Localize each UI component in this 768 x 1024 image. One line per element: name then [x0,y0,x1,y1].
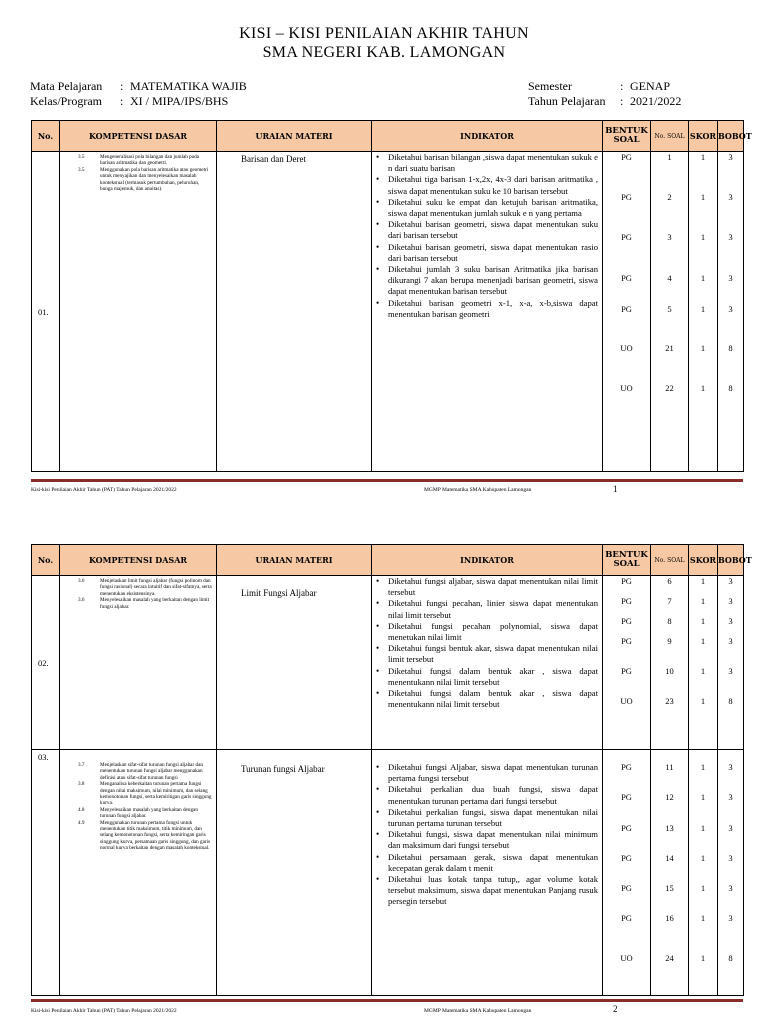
bentuk-value: PG [621,576,632,586]
footer-center-text: MGMP Matematika SMA Kabupaten Lamongan [424,1008,532,1014]
bentuk-value: PG [621,883,632,893]
indikator-cell [372,152,603,472]
bentuk-value: UO [620,696,633,706]
indikator-item: • Diketahui luas kotak tanpa tutup,, agar volume kotak tersebut maksimum, siswa dapat menentukan Panjang rusuk persegin tersebut [388,874,598,908]
skor-value: 1 [700,762,706,772]
kd-number: 3.7 [78,762,85,768]
materi-text: Turunan fungsi Aljabar [241,764,325,774]
col-header-kd: KOMPETENSI DASAR [60,121,217,152]
kd-text: Menggunakan turunan pertama fungsi untuk menentukan titik maksimum, titik minimum, dan selang kemonotonan fungsi, serta kemiringan garis singgung kurva, persamaan garis singgung, dan garis normal kurva berkaitan dengan masalah kontekstual. [100,819,211,852]
kd-text: Menggunakan pola barisan aritmatika atau geometri untuk menyajikan dan menyelesaikan masalah kontekstual (termasuk pertumbuhan, peluruhan, bunga majemuk, dan anuitas). [100,166,209,193]
kd-item [78,820,212,852]
indikator-item: • Diketahui tiga barisan 1-x,2x, 4x-3 dari barisan aritmatika , siswa dapat menentukan suku ke 10 barisan tersebut [388,174,598,196]
nosoal-value: 22 [665,383,674,393]
indikator-item: • Diketahui suku ke empat dan ketujuh barisan aritmatika, siswa dapat menentukan jumlah sukuk e n yang pertama [388,197,598,219]
kd-number: 4.8 [78,806,85,813]
bobot-value: 3 [728,666,733,676]
nosoal-cell [651,576,689,750]
kd-item [78,762,212,781]
kd-text: Menyelesaikan masalah yang berkaitan dengan turunan fungsi aljabar. [100,806,198,820]
footer-divider [31,999,743,1002]
nosoal-value: 13 [665,823,674,833]
page-number: 1 [613,484,618,494]
footer-center-text: MGMP Matematika SMA Kabupaten Lamongan [424,487,532,493]
nosoal-value: 16 [665,913,674,923]
bobot-value: 3 [728,792,733,802]
row-no: 03. [32,750,60,996]
footer-left-text: Kisi-kisi Penilaian Akhir Tahun (PAT) Tahun Pelajaran 2021/2022 [31,1008,177,1014]
bentuk-cell [603,576,651,750]
bentuk-value: PG [621,192,632,202]
indikator-item: • Diketahui fungsi, siswa dapat menentukan nilai minimum dan maksimum dari fungsi tersebut [388,829,598,851]
mapel-label: Mata Pelajaran [30,79,103,93]
bentuk-value: PG [621,762,632,772]
bobot-cell [718,576,744,750]
skor-value: 1 [700,343,706,353]
document-page-1 [0,0,768,500]
indikator-item: • Diketahui fungsi aljabar, siswa dapat menentukan nilai limit tersebut [388,576,598,598]
bentuk-value: UO [620,383,633,393]
materi-text: Limit Fungsi Aljabar [241,588,317,598]
bentuk-value: PG [621,666,632,676]
bentuk-value: UO [620,953,633,963]
indikator-item: • Diketahui barisan geometri, siswa dapat menentukan suku dari barisan tersebut [388,219,598,241]
materi-cell [217,576,372,750]
semester-value: GENAP [630,79,671,93]
indikator-list [372,152,602,320]
skor-value: 1 [700,152,706,162]
skor-value: 1 [700,913,706,923]
indikator-item: • Diketahui barisan geometri x-1, x-a, x-b,siswa dapat menentukan barisan geometri [388,298,598,320]
skor-value: 1 [700,853,706,863]
skor-value: 1 [700,304,706,314]
skor-value: 1 [700,273,706,283]
nosoal-value: 24 [665,953,674,963]
bobot-value: 3 [728,636,733,646]
nosoal-value: 8 [667,616,672,626]
kd-number: 4.9 [78,819,85,826]
kelas-sep: : [120,94,124,108]
bobot-cell [718,750,744,996]
skor-value: 1 [700,953,706,963]
nosoal-value: 14 [665,853,674,863]
bentuk-value: PG [621,616,632,626]
doc-title-line2: SMA NEGERI KAB. LAMONGAN [262,44,506,61]
bentuk-value: PG [621,304,632,314]
table-header-row [32,545,744,576]
col-header-materi: URAIAN MATERI [217,121,372,152]
indikator-item: • Diketahui perkalian fungsi, siswa dapat menentukan nilai turunan pertama turunan tersebut [388,807,598,829]
bentuk-value: PG [621,232,632,242]
mapel-value: MATEMATIKA WAJIB [130,79,247,93]
meta-right [528,79,681,109]
bentuk-cell [603,152,651,472]
bobot-value: 3 [728,576,733,586]
bobot-value: 3 [728,823,733,833]
nosoal-value: 5 [667,304,672,314]
skor-value: 1 [700,232,706,242]
col-header-indikator: INDIKATOR [372,545,603,576]
bobot-value: 3 [728,616,733,626]
bentuk-value: UO [620,343,633,353]
mapel-sep: : [120,79,124,93]
kd-number: 3.6 [78,578,85,584]
nosoal-value: 15 [665,883,674,893]
nosoal-value: 21 [665,343,674,353]
kelas-value: XI / MIPA/IPS/BHS [130,94,229,108]
bentuk-value: PG [621,636,632,646]
indikator-item: • Diketahui barisan bilangan ,siswa dapat menentukan sukuk e n dari suatu barisan [388,152,598,174]
nosoal-value: 3 [667,232,672,242]
skor-value: 1 [700,192,706,202]
kd-item [78,154,212,167]
materi-cell [217,750,372,996]
row-no: 02. [32,576,60,750]
skor-value: 1 [700,883,706,893]
doc-title-line1: KISI – KISI PENILAIAN AKHIR TAHUN [239,25,529,42]
bentuk-value: PG [621,823,632,833]
document-page-2 [0,532,768,1024]
bentuk-value: PG [621,792,632,802]
kd-number: 3.5 [78,154,85,160]
col-header-bobot: BOBOT [718,121,744,152]
bobot-value: 3 [728,913,733,923]
bentuk-value: PG [621,913,632,923]
kd-cell [60,576,217,750]
kd-cell [60,152,217,472]
bobot-value: 3 [728,762,733,772]
table-row [32,152,744,472]
nosoal-value: 4 [667,273,672,283]
col-header-bentuk: BENTUK SOAL [603,545,651,576]
kd-item [78,781,212,807]
bobot-value: 3 [728,273,733,283]
indikator-item: • Diketahui fungsi bentuk akar, siswa dapat menentukan nilai limit tersebut [388,643,598,665]
table-row [32,750,744,996]
kd-number: 3.8 [78,781,85,788]
indikator-item: • Diketahui fungsi dalam bentuk akar , siswa dapat menentukann nilai limit tersebut [388,688,598,710]
footer-left-text: Kisi-kisi Penilaian Akhir Tahun (PAT) Tahun Pelajaran 2021/2022 [31,487,177,493]
bentuk-value: PG [621,273,632,283]
kd-cell [60,750,217,996]
skor-value: 1 [700,636,706,646]
col-header-skor: SKOR [689,545,718,576]
col-header-materi: URAIAN MATERI [217,545,372,576]
nosoal-value: 6 [667,576,672,586]
skor-cell [689,750,718,996]
kd-text: Menjelaskan sifat-sifat turunan fungsi aljabar dan menentukan turunan fungsi aljabar menggunakan definisi atau sifat-sifat turunan fungsi [100,762,203,781]
semester-sep: : [620,79,624,93]
col-header-indikator: INDIKATOR [372,121,603,152]
footer-divider [31,479,743,482]
skor-cell [689,152,718,472]
kd-text: Menganalisa keberkaitan turunan pertama fungsi dengan nilai maksimum, nilai minimum, dan selang kemonotonan fungsi, serta kemiringan garis singgung kurva. [100,781,212,807]
bentuk-cell [603,750,651,996]
materi-cell [217,152,372,472]
bobot-value: 3 [728,304,733,314]
kd-text: Menyelesaikan masalah yang berkaitan dengan limit fungsi aljabar. [100,597,210,610]
nosoal-value: 12 [665,792,674,802]
indikator-cell [372,750,603,996]
meta-left [30,79,247,109]
col-header-skor: SKOR [689,121,718,152]
bentuk-value: PG [621,596,632,606]
bobot-value: 8 [728,343,733,353]
skor-value: 1 [700,576,706,586]
skor-value: 1 [700,696,706,706]
skor-value: 1 [700,666,706,676]
nosoal-value: 2 [667,192,672,202]
kd-item [78,578,212,597]
table-row [32,576,744,750]
bobot-value: 3 [728,152,733,162]
col-header-bobot: BOBOT [718,545,744,576]
skor-cell [689,576,718,750]
nosoal-cell [651,750,689,996]
kd-item [78,167,212,193]
bobot-value: 3 [728,596,733,606]
skor-value: 1 [700,383,706,393]
kd-number: 3.5 [78,166,85,173]
nosoal-value: 23 [665,696,674,706]
bobot-value: 3 [728,192,733,202]
bobot-value: 3 [728,883,733,893]
indikator-cell [372,576,603,750]
kd-list [60,576,216,610]
col-header-kd: KOMPETENSI DASAR [60,545,217,576]
bentuk-value: PG [621,853,632,863]
nosoal-cell [651,152,689,472]
nosoal-value: 10 [665,666,674,676]
kd-text: Menjelaskan limit fungsi aljabar (fungsi polinom dan fungsi rasional) secara intuitif dan sifat-sifatnya, serta menentukan eksistensinya. [100,578,212,597]
table-header-row [32,121,744,152]
bentuk-value: PG [621,152,632,162]
page-number: 2 [613,1004,618,1014]
indikator-item: • Diketahui fungsi pecahan polynomial, siswa dapat menetukan nilai limit [388,621,598,643]
nosoal-value: 1 [667,152,672,162]
col-header-nosoal: No. SOAL [651,121,689,152]
kd-number: 3.6 [78,597,85,604]
tahun-value: 2021/2022 [630,94,682,108]
tahun-sep: : [620,94,624,108]
indikator-item: • Diketahui fungsi Aljabar, siswa dapat menentukan turunan pertama fungsi tersebut [388,762,598,784]
indikator-item: • Diketahui jumlah 3 suku barisan Aritmatika jika barisan dikurangi 7 akan berupa menenjadi barisan geometri, siswa dapat menentukan barisan tersebut [388,264,598,298]
indikator-item: • Diketahui fungsi pecahan, linier siswa dapat menentukan nilai limit tersebut [388,598,598,620]
row-no: 01. [32,152,60,472]
nosoal-value: 7 [667,596,672,606]
kd-list [60,152,216,192]
indikator-item: • Diketahui perkalian dua buah fungsi, siswa dapat menentukan turunan pertama dari fungsi tersebut [388,784,598,806]
indikator-list [372,750,602,908]
kelas-label: Kelas/Program [30,94,102,108]
materi-text: Barisan dan Deret [241,154,306,164]
skor-value: 1 [700,823,706,833]
nosoal-value: 11 [665,762,674,772]
bobot-value: 8 [728,383,733,393]
bobot-value: 8 [728,696,733,706]
col-header-no: No. [32,545,60,576]
bobot-value: 8 [728,953,733,963]
semester-label: Semester [528,79,572,93]
col-header-no: No. [32,121,60,152]
col-header-nosoal: No. SOAL [651,545,689,576]
kd-item [78,807,212,820]
kd-item [78,597,212,610]
skor-value: 1 [700,792,706,802]
kisi-table-page1 [31,120,752,472]
indikator-item: • Diketahui persamaan gerak, siswa dapat menentukan kecepatan gerak dalam t menit [388,852,598,874]
kisi-table-page2 [31,544,752,996]
page-gap [0,500,768,532]
indikator-item: • Diketahui fungsi dalam bentuk akar , siswa dapat menentukann nilai limit tersebut [388,666,598,688]
skor-value: 1 [700,596,706,606]
col-header-bentuk: BENTUK SOAL [603,121,651,152]
bobot-cell [718,152,744,472]
indikator-list [372,576,602,710]
bobot-value: 3 [728,232,733,242]
tahun-label: Tahun Pelajaran [528,94,606,108]
skor-value: 1 [700,616,706,626]
indikator-item: • Diketahui barisan geometri, siswa dapat menentukan rasio dari barisan tersebut [388,242,598,264]
kd-list [60,750,216,852]
bobot-value: 3 [728,853,733,863]
kd-text: Mengeneralisasi pola bilangan dan jumlah pada barisan aritmatika dan geometri. [100,154,199,167]
nosoal-value: 9 [667,636,672,646]
